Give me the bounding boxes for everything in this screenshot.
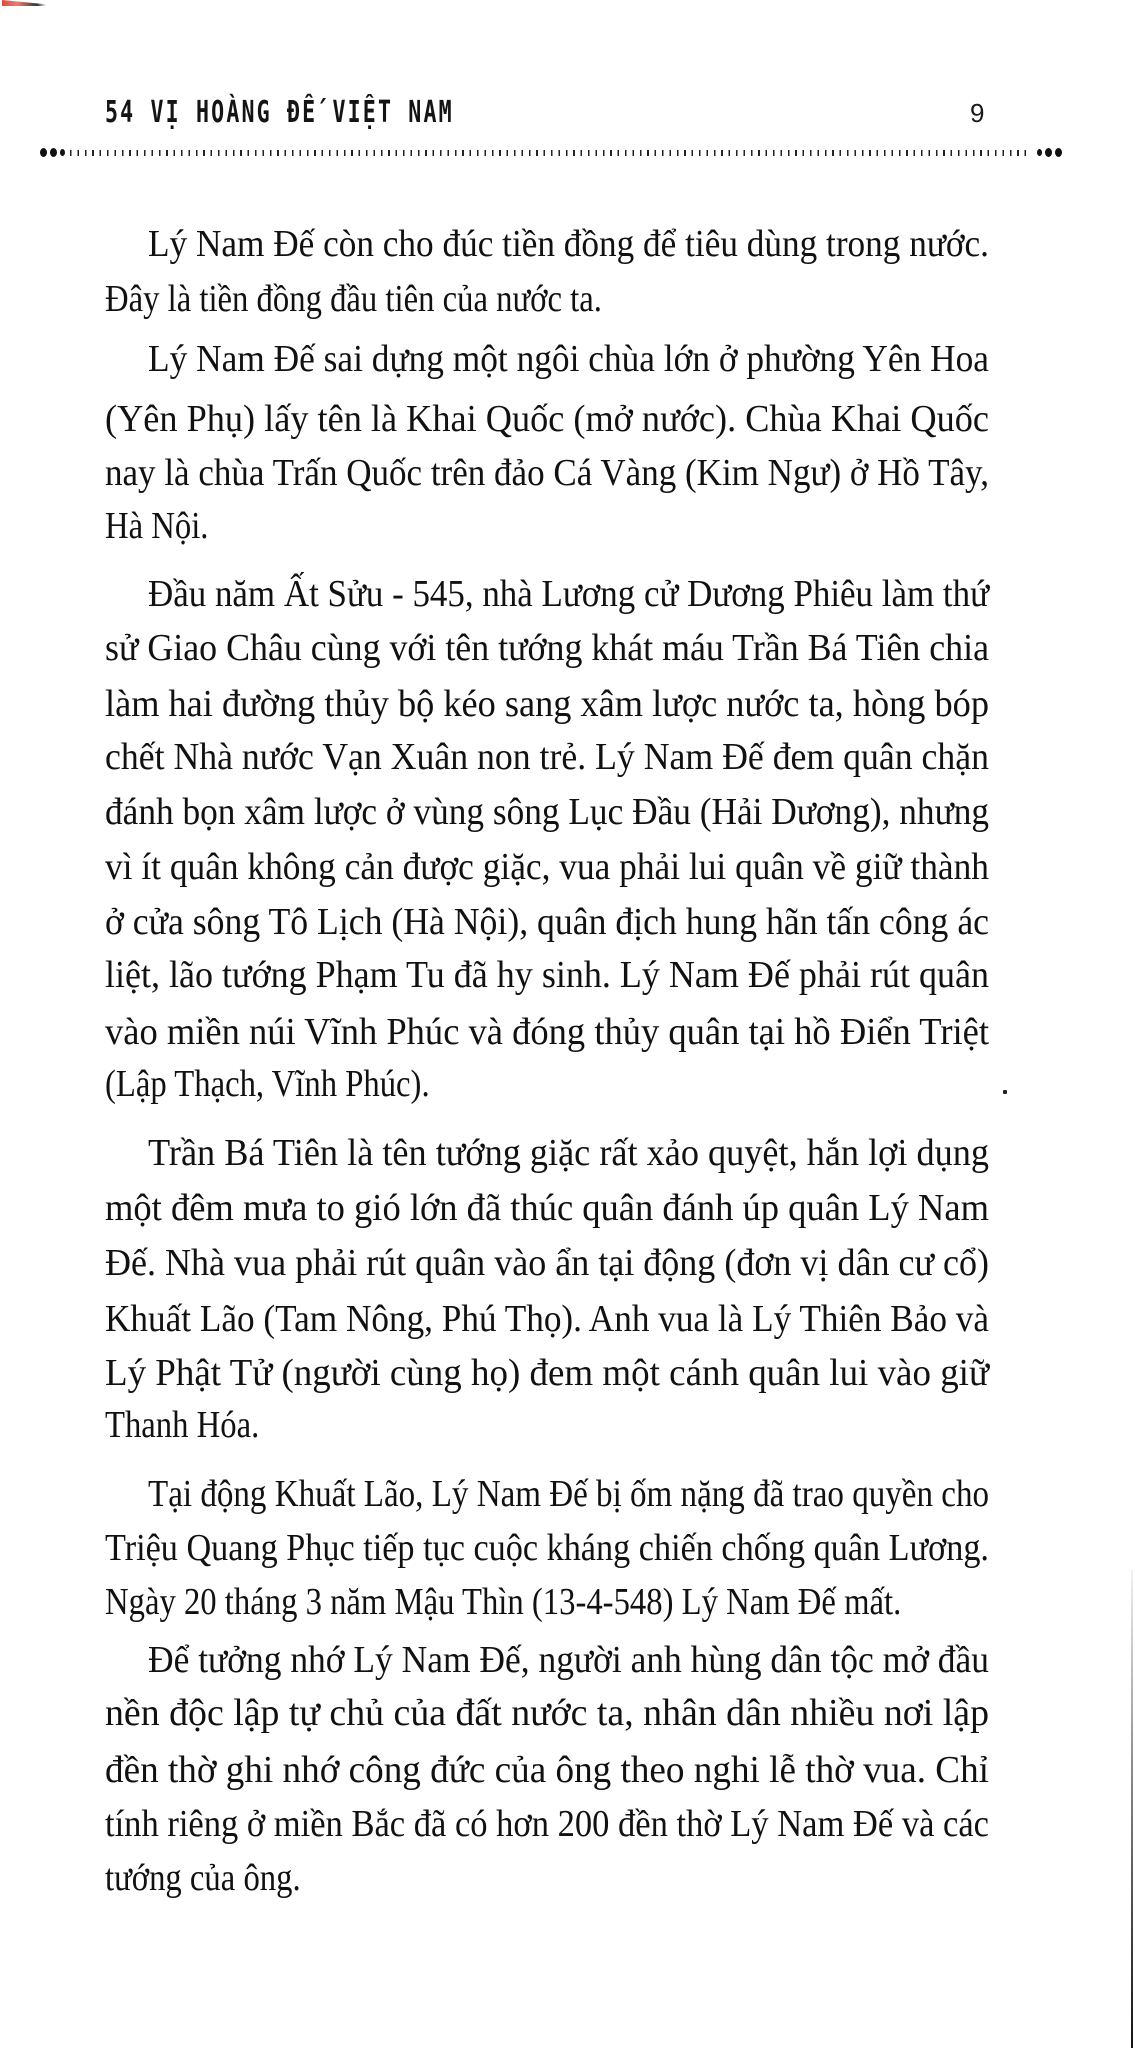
text-line: Lý Phật Tử (người cùng họ) đem một cánh quân lui vào giữ — [105, 1352, 989, 1394]
rule-dots-left — [40, 148, 65, 157]
page-edge-line — [1131, 1570, 1133, 2048]
text-line: Để tưởng nhớ Lý Nam Đế, người anh hùng dân tộc mở đầu — [148, 1639, 989, 1681]
text-line: nền độc lập tự chủ của đất nước ta, nhân dân nhiều nơi lập — [105, 1692, 989, 1734]
text-line: ở cửa sông Tô Lịch (Hà Nội), quân địch hung hãn tấn công ác — [105, 901, 989, 943]
text-line: một đêm mưa to gió lớn đã thúc quân đánh úp quân Lý Nam — [105, 1187, 989, 1229]
text-line: vì ít quân không cản được giặc, vua phải lui quân về giữ thành — [105, 846, 989, 888]
text-line: (Lập Thạch, Vĩnh Phúc). — [105, 1063, 430, 1105]
running-head-title: 54 VỊ HOÀNG ĐẾ VIỆT NAM — [105, 95, 454, 130]
page-number: 9 — [970, 98, 985, 128]
rule-ticks — [70, 150, 1032, 156]
header-dotted-rule — [40, 146, 1062, 160]
text-line: Lý Nam Đế còn cho đúc tiền đồng để tiêu dùng trong nước. — [148, 223, 989, 265]
text-line: Triệu Quang Phục tiếp tục cuộc kháng chiến chống quân Lương. — [105, 1527, 989, 1569]
text-line: đền thờ ghi nhớ công đức của ông theo nghi lễ thờ vua. Chỉ — [105, 1749, 989, 1791]
text-line: đánh bọn xâm lược ở vùng sông Lục Đầu (Hải Dương), nhưng — [105, 791, 989, 833]
scan-speck — [1003, 1090, 1007, 1094]
text-line: Đế. Nhà vua phải rút quân vào ẩn tại động (đơn vị dân cư cổ) — [105, 1242, 989, 1284]
text-line: làm hai đường thủy bộ kéo sang xâm lược nước ta, hòng bóp — [105, 683, 989, 725]
text-line: (Yên Phụ) lấy tên là Khai Quốc (mở nước). Chùa Khai Quốc — [105, 398, 989, 440]
text-line: vào miền núi Vĩnh Phúc và đóng thủy quân tại hồ Điển Triệt — [105, 1011, 989, 1053]
text-line: Khuất Lão (Tam Nông, Phú Thọ). Anh vua là Lý Thiên Bảo và — [105, 1298, 989, 1340]
text-line: Thanh Hóa. — [105, 1404, 260, 1446]
text-line: Đầu năm Ất Sửu - 545, nhà Lương cử Dương Phiêu làm thứ — [148, 573, 989, 615]
text-line: chết Nhà nước Vạn Xuân non trẻ. Lý Nam Đế đem quân chặn — [105, 736, 989, 778]
text-line: Ngày 20 tháng 3 năm Mậu Thìn (13-4-548) Lý Nam Đế mất. — [105, 1581, 902, 1623]
text-line: Đây là tiền đồng đầu tiên của nước ta. — [105, 278, 602, 320]
text-line: liệt, lão tướng Phạm Tu đã hy sinh. Lý Nam Đế phải rút quân — [105, 954, 989, 996]
text-line: tính riêng ở miền Bắc đã có hơn 200 đền thờ Lý Nam Đế và các — [105, 1803, 989, 1845]
text-line: tướng của ông. — [105, 1857, 301, 1899]
text-line: nay là chùa Trấn Quốc trên đảo Cá Vàng (Kim Ngư) ở Hồ Tây, — [105, 452, 989, 494]
text-line: sử Giao Châu cùng với tên tướng khát máu Trần Bá Tiên chia — [105, 627, 989, 669]
text-line: Lý Nam Đế sai dựng một ngôi chùa lớn ở phường Yên Hoa — [148, 338, 989, 380]
scan-corner-mark — [2, 0, 46, 6]
text-line: Trần Bá Tiên là tên tướng giặc rất xảo quyệt, hắn lợi dụng — [148, 1132, 989, 1174]
rule-dots-right — [1037, 148, 1062, 157]
text-line: Hà Nội. — [105, 505, 209, 547]
text-line: Tại động Khuất Lão, Lý Nam Đế bị ốm nặng đã trao quyền cho — [148, 1473, 989, 1515]
